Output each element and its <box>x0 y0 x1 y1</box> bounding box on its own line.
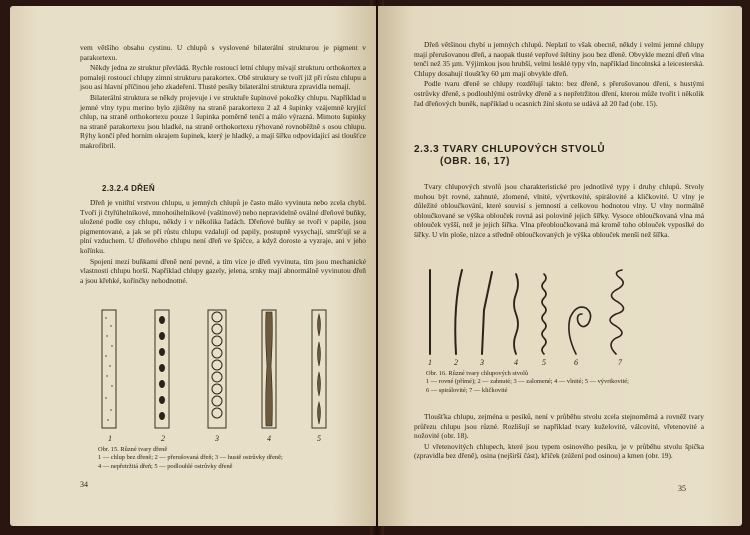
figure-label: 5 <box>542 358 546 367</box>
page-number: 35 <box>678 484 686 493</box>
stem-shape-3 <box>482 272 492 354</box>
medulla-shape-2 <box>155 310 169 428</box>
caption-line: 1 — rovné (přímé); 2 — zahnuté; 3 — zalomené; 4 — vlnité; 5 — vývrtkovité; <box>426 378 629 386</box>
figure-label: 3 <box>480 358 484 367</box>
right-page <box>378 6 742 526</box>
medulla-shape-1 <box>102 310 116 428</box>
medulla-shape-5 <box>312 310 326 428</box>
figure-16-stem-shapes <box>416 264 656 360</box>
paragraph: U vřetenovitých chlupech, které jsou typem osinového pesíku, je v průběhu stvolu špička (zpravidla bez dřeně), osina (nejširší část), kříček (zúžení pod osinou) a kmen (obr. 19). <box>414 441 704 461</box>
stem-shape-5 <box>542 274 546 354</box>
figure-16-caption <box>426 370 716 395</box>
figure-label: 4 <box>267 434 271 443</box>
paragraph: Dřeň většinou chybí u jemných chlupů. Neplatí to však obecně, někdy i velmi jemné chlupy mají přerušovanou dřeň, a naopak tlusté vepřové štětiny jsou bez dřeně. Obvykle mezní dřeň vlna tenčí než 35 µm. Výjimkou jsou hrubší, velmi lesklé typy vln, například lincolnská a leicesterská. Chlupy dosahují tloušťky 60 µm mají obvykle dřeň. <box>414 40 704 78</box>
right-text-mid <box>414 182 704 241</box>
caption-title: Obr. 16. Různé tvary chlupových stvolů <box>426 370 529 377</box>
figure-label: 1 <box>428 358 432 367</box>
left-text-top <box>80 43 366 152</box>
caption-line: 6 — spirálovité; 7 — kličkovité <box>426 386 508 394</box>
paragraph: Bilaterální struktura se někdy projevuje i ve struktuře šupinové pokožky chlupu. Například u jemné vlny typu merino bylo zjištěny na straně parakortexu 2 až 4 šupinky vzájemně kryjící chlup, na straně orthokortexu pouze 1 šupinka poměrně tenčí a málo výrazná. Mimoto šupinky na straně parakortexu jsou hladké, na straně orthokortexu rýhované rovnoběžně s osou chlupu. Rýhy končí před horním okrajem šupinek, který je hladký, a mají šířku odpovídající asi tloušťce makrofibril. <box>80 92 366 150</box>
paragraph: Podle tvaru dřeně se chlupy rozdělují takto: bez dřeně, s přerušovanou dření, s hustými ostrůvky dřeně, s podlouhlými ostrůvky dřeně a s nepřetržitou dření, kterou může tvořit i několik řad dřeňových buněk, například u ocasních žíní skotu se udává až 20 řad (obr. 15). <box>414 79 704 108</box>
figure-label: 4 <box>514 358 518 367</box>
right-text-bottom <box>414 412 704 462</box>
paragraph: Spojení mezi buňkami dřeně není pevné, a tím více je dřeň vyvinuta, tím jsou mechanické vlastnosti chlupu horší. Například chlupy gazely, jelena, srnky mají abnormálně vyvinutou dřeň a jsou křehké, kořínčky nehodnotné. <box>80 256 366 285</box>
figure-label: 2 <box>161 434 165 443</box>
right-text-top <box>414 40 704 109</box>
caption-title: Obr. 15. Různé tvary dřeně <box>98 446 168 453</box>
left-page <box>10 6 376 526</box>
left-text-bottom <box>80 198 366 286</box>
paragraph: Tloušťka chlupu, zejména u pesíků, není v průběhu stvolu zcela stejnoměrná a rovněž tvary průřezu chlupu jsou různé. Rozlišují se například tvary kuželovité, válcovité, vřetenovité a nožovité (obr. 18). <box>414 412 704 441</box>
stem-shape-4 <box>514 274 518 354</box>
section-heading-line: (OBR. 16, 17) <box>440 156 511 167</box>
figure-label: 7 <box>618 358 622 367</box>
paragraph: Tvary chlupových stvolů jsou charakteristické pro jednotlivé typy i druhy chlupů. Stvoly mohou být rovné, zahnuté, zlomené, vlnité, vývrtkovité, spirálovité a kličkovité. U vlny je důležité obloučkování, které souvisí s jemností a celkovou hodnotou vlny. U vlny normálně obloučkované se výška oblouček rovná asi polovině jejich šířky. Vysoce obloučkovaná vlna má oblouček vyšší, než je jejich šířka. Vlna přeobloučkovaná má kromě toho oblouček vyposlké do šířky. U vln ploše, nízce a středně obloučkovaných je výška oblouček menší než šířka. <box>414 182 704 239</box>
stem-shape-6 <box>569 307 591 354</box>
stem-shape-7 <box>610 270 624 354</box>
paragraph: Dřeň je vnitřní vrstvou chlupu, u jemných chlupů je často málo vyvinuta nebo zcela chybí. Tvoří ji čtyřúhelníkové, mnohoúhelníkové (vaštinové) nebo nepravidelně oválné dřeňové buňky, uložené podle osy chlupu, někdy i v několika řadách. Dřeňové buňky se tvoří v papile, jsou pigmentované, a jak se při růstu chlupu vzdalují od papily, postupně vysychají, smršťují se a plní vzduchem. U dřeňového chlupu není dřeň ve špičce, a když doroste a vyzraje, ani v jeho kořínku. <box>80 198 366 255</box>
caption-line: 4 — nepřetržitá dřeň; 5 — podlouhlé ostrůvky dřeně <box>98 462 233 470</box>
paragraph: vem většího obsahu cystinu. U chlupů s vyslovené bilaterální strukturou je pigment v parakortexu. <box>80 43 366 62</box>
section-heading <box>414 144 605 168</box>
figure-label: 1 <box>108 434 112 443</box>
medulla-shape-4 <box>262 310 276 428</box>
medulla-shape-3 <box>208 310 226 428</box>
figure-label: 5 <box>317 434 321 443</box>
paragraph: Někdy jedna ze struktur převládá. Rychle rostoucí letní chlupy mívají strukturu orthokortex a pomaleji rostoucí chlupy zimní strukturu parakortex. Obě struktury se tvoří již při růstu chlupu a jsou asi hlavní příčinou jeho zkadeření. Tlusté pesíky bilaterální struktura zpravidla nemají. <box>80 63 366 92</box>
figure-15-caption <box>98 446 368 471</box>
stem-shape-2 <box>455 270 462 354</box>
section-heading-line: 2.3.3 TVARY CHLUPOVÝCH STVOLŮ <box>414 144 606 155</box>
figure-label: 3 <box>215 434 219 443</box>
figure-15-medulla-shapes <box>90 306 340 431</box>
figure-label: 6 <box>574 358 578 367</box>
page-number: 34 <box>80 480 88 489</box>
figure-label: 2 <box>454 358 458 367</box>
section-heading: 2.3.2.4 DŘEŇ <box>102 184 155 193</box>
caption-line: 1 — chlup bez dřeně; 2 — přerušovaná dřeň; 3 — hustě ostrůvky dřeně; <box>98 454 283 462</box>
